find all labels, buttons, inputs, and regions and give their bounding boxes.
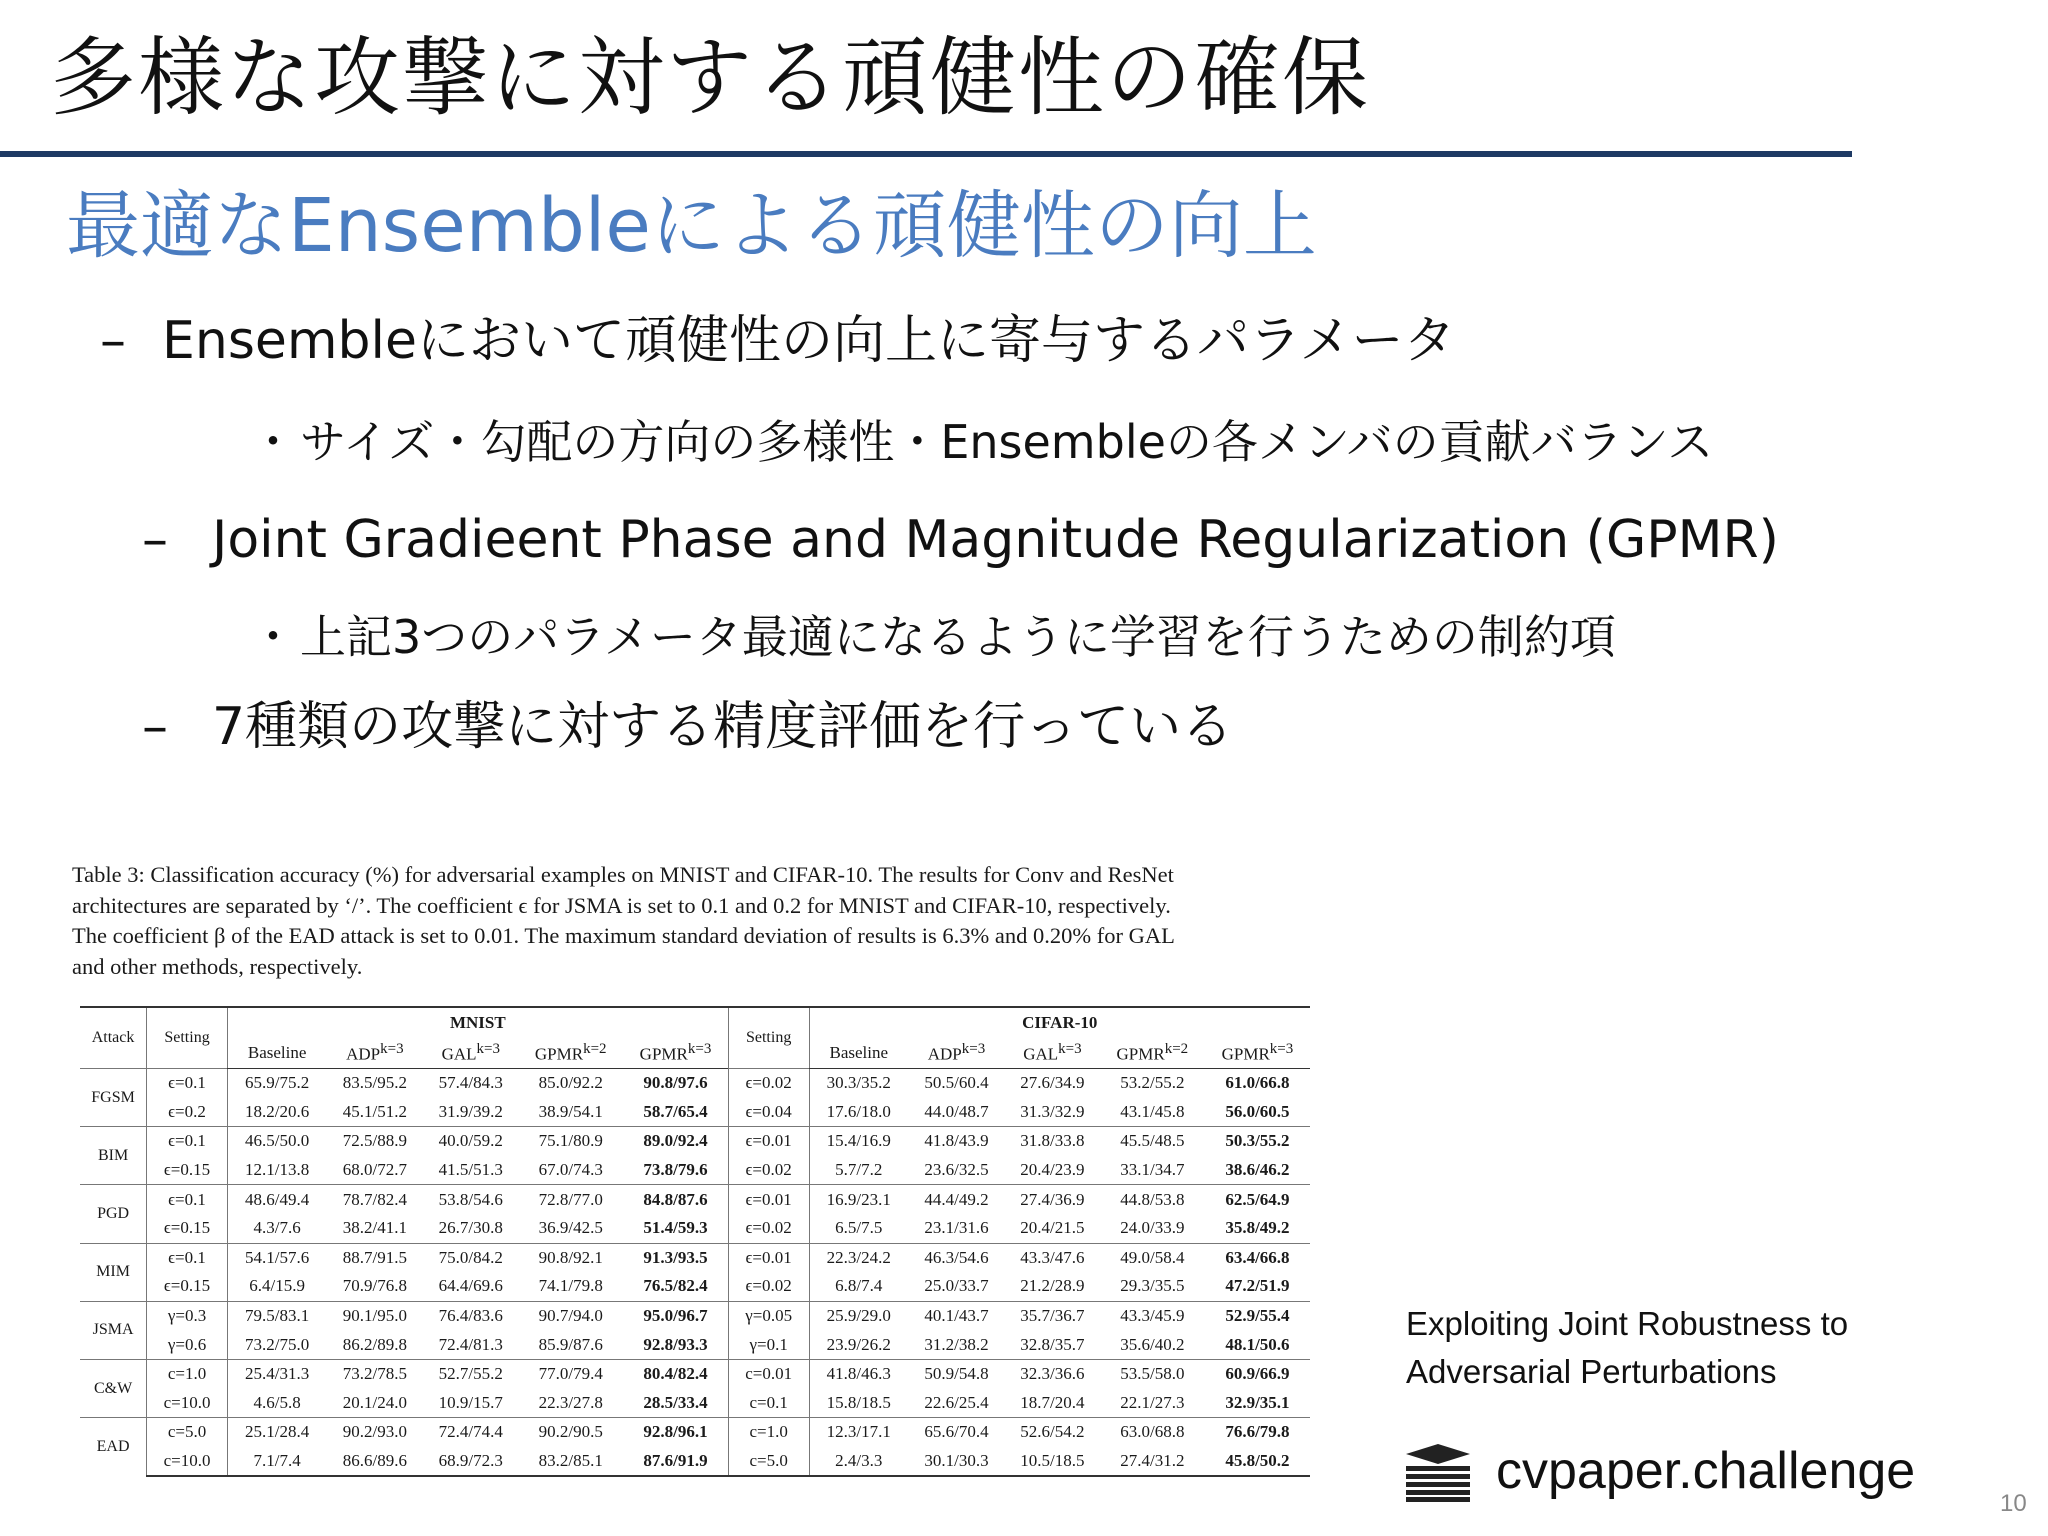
bullet-dash: – [100, 311, 126, 371]
setting-cell: ϵ=0.01 [728, 1127, 809, 1156]
value-cell: 48.1/50.6 [1225, 1334, 1290, 1354]
caption-line: The coefficient β of the EAD attack is set to 0.01. The maximum standard deviation of results is 6.3% and 0.20% for GAL [72, 923, 1175, 948]
value-cell: 18.7/20.4 [1020, 1392, 1085, 1412]
value-cell: 52.6/54.2 [1005, 1418, 1100, 1447]
setting-cell: ϵ=0.02 [728, 1214, 809, 1243]
attack-name: JSMA [80, 1301, 147, 1359]
value-cell: 45.5/48.5 [1100, 1127, 1205, 1156]
header-baseline: Baseline [809, 1038, 908, 1069]
value-cell: 28.5/33.4 [643, 1392, 708, 1412]
bullet-1 [100, 310, 1455, 372]
bullet-text: Ensembleにおいて頑健性の向上に寄与するパラメータ [162, 311, 1456, 371]
value-cell: 53.2/55.2 [1100, 1069, 1205, 1098]
bullet-1-sub [250, 414, 1713, 470]
value-cell: 15.4/16.9 [809, 1127, 908, 1156]
header-mnist: MNIST [227, 1007, 728, 1038]
value-cell: 32.8/35.7 [1020, 1334, 1085, 1354]
setting-cell: ϵ=0.15 [147, 1156, 228, 1185]
value-cell: 44.8/53.8 [1100, 1185, 1205, 1214]
value-cell: 23.6/32.5 [924, 1160, 989, 1180]
setting-cell: ϵ=0.02 [728, 1069, 809, 1098]
results-table-container [80, 1006, 1310, 1477]
value-cell: 23.9/26.2 [809, 1330, 908, 1359]
table-row [80, 1069, 1310, 1098]
value-cell: 64.4/69.6 [438, 1276, 503, 1296]
value-cell: 10.9/15.7 [438, 1392, 503, 1412]
value-cell: 85.0/92.2 [518, 1069, 623, 1098]
value-cell: 90.8/92.1 [518, 1243, 623, 1272]
header-gpmr-k2: $GPMR^{k=2}$ [1100, 1038, 1205, 1069]
value-cell: 67.0/74.3 [538, 1160, 603, 1180]
value-cell: 46.3/54.6 [908, 1243, 1005, 1272]
setting-cell: γ=0.6 [147, 1330, 228, 1359]
bullet-dash: – [142, 697, 168, 757]
value-cell: 48.6/49.4 [227, 1185, 326, 1214]
bullet-dot: ・ [250, 610, 296, 664]
table-row [80, 1214, 1310, 1243]
value-cell: 79.5/83.1 [227, 1301, 326, 1330]
table-row [80, 1127, 1310, 1156]
value-cell: 30.3/35.2 [809, 1069, 908, 1098]
value-cell: 86.6/89.6 [326, 1447, 423, 1477]
value-cell: 77.0/79.4 [518, 1359, 623, 1388]
value-cell: 41.8/43.9 [908, 1127, 1005, 1156]
value-cell: 16.9/23.1 [809, 1185, 908, 1214]
value-cell: 54.1/57.6 [227, 1243, 326, 1272]
value-cell: 21.2/28.9 [1020, 1276, 1085, 1296]
value-cell: 68.9/72.3 [423, 1447, 518, 1477]
value-cell: 20.4/23.9 [1020, 1160, 1085, 1180]
header-attack: Attack [80, 1007, 147, 1069]
value-cell: 12.3/17.1 [809, 1418, 908, 1447]
value-cell: 72.4/74.4 [423, 1418, 518, 1447]
page-number: 10 [2000, 1490, 2027, 1517]
header-setting: Setting [728, 1007, 809, 1069]
value-cell: 25.1/28.4 [227, 1418, 326, 1447]
value-cell: 40.1/43.7 [908, 1301, 1005, 1330]
value-cell: 53.5/58.0 [1100, 1359, 1205, 1388]
value-cell: 90.8/97.6 [623, 1069, 728, 1098]
value-cell: 53.8/54.6 [423, 1185, 518, 1214]
value-cell: 20.1/24.0 [342, 1392, 407, 1412]
bullet-text: サイズ・勾配の方向の多様性・Ensembleの各メンバの貢献バランス [300, 415, 1714, 469]
table-row [80, 1156, 1310, 1185]
value-cell: 44.4/49.2 [908, 1185, 1005, 1214]
header-gpmr-k2: $GPMR^{k=2}$ [518, 1038, 623, 1069]
value-cell: 89.0/92.4 [623, 1127, 728, 1156]
stacked-layers-icon [1406, 1444, 1470, 1502]
value-cell: 61.0/66.8 [1205, 1069, 1310, 1098]
value-cell: 91.3/93.5 [623, 1243, 728, 1272]
value-cell: 74.1/79.8 [538, 1276, 603, 1296]
header-adp: $ADP^{k=3}$ [908, 1038, 1005, 1069]
value-cell: 73.2/78.5 [326, 1359, 423, 1388]
value-cell: 73.2/75.0 [227, 1330, 326, 1359]
value-cell: 72.8/77.0 [518, 1185, 623, 1214]
table-row [80, 1098, 1310, 1127]
value-cell: 25.9/29.0 [809, 1301, 908, 1330]
value-cell: 36.9/42.5 [538, 1218, 603, 1238]
attack-name: PGD [80, 1185, 147, 1243]
value-cell: 20.4/21.5 [1020, 1218, 1085, 1238]
value-cell: 27.6/34.9 [1005, 1069, 1100, 1098]
value-cell: 92.8/96.1 [623, 1418, 728, 1447]
value-cell: 76.4/83.6 [423, 1301, 518, 1330]
value-cell: 31.3/32.9 [1020, 1101, 1085, 1121]
value-cell: 95.0/96.7 [623, 1301, 728, 1330]
value-cell: 45.8/50.2 [1205, 1447, 1310, 1477]
logo-text: cvpaper.challenge [1496, 1442, 1916, 1500]
bullet-text: Joint Gradieent Phase and Magnitude Regularization (GPMR) [212, 510, 1779, 570]
value-cell: 45.1/51.2 [342, 1101, 407, 1121]
value-cell: 18.2/20.6 [227, 1098, 326, 1127]
setting-cell: γ=0.3 [147, 1301, 228, 1330]
table-row [80, 1447, 1310, 1477]
setting-cell: c=5.0 [147, 1418, 228, 1447]
setting-cell: c=1.0 [147, 1359, 228, 1388]
value-cell: 38.2/41.1 [342, 1218, 407, 1238]
attack-name: FGSM [80, 1069, 147, 1127]
setting-cell: ϵ=0.1 [147, 1185, 228, 1214]
cvpaper-logo [1406, 1436, 1966, 1506]
bullet-2-sub [250, 609, 1616, 665]
value-cell: 88.7/91.5 [326, 1243, 423, 1272]
value-cell: 7.1/7.4 [227, 1447, 326, 1477]
value-cell: 31.8/33.8 [1005, 1127, 1100, 1156]
slide-subtitle: 最適なEnsembleによる頑健性の向上 [66, 183, 1317, 269]
value-cell: 26.7/30.8 [438, 1218, 503, 1238]
caption-line: Table 3: Classification accuracy (%) for adversarial examples on MNIST and CIFAR-10. The results for Conv and ResNet [72, 862, 1174, 887]
value-cell: 87.6/91.9 [623, 1447, 728, 1477]
value-cell: 49.0/58.4 [1100, 1243, 1205, 1272]
value-cell: 6.8/7.4 [809, 1272, 908, 1301]
setting-cell: ϵ=0.1 [147, 1069, 228, 1098]
value-cell: 78.7/82.4 [326, 1185, 423, 1214]
header-baseline: Baseline [227, 1038, 326, 1069]
header-gal: $GAL^{k=3}$ [1005, 1038, 1100, 1069]
bullet-dot: ・ [250, 415, 296, 469]
table-row [80, 1359, 1310, 1388]
value-cell: 32.3/36.6 [1005, 1359, 1100, 1388]
value-cell: 65.6/70.4 [908, 1418, 1005, 1447]
table-row [80, 1243, 1310, 1272]
value-cell: 72.5/88.9 [326, 1127, 423, 1156]
value-cell: 23.1/31.6 [924, 1218, 989, 1238]
value-cell: 60.9/66.9 [1205, 1359, 1310, 1388]
table-caption [72, 860, 1332, 982]
value-cell: 58.7/65.4 [643, 1101, 708, 1121]
value-cell: 27.4/36.9 [1005, 1185, 1100, 1214]
setting-cell: c=0.1 [728, 1389, 809, 1418]
caption-line: architectures are separated by ‘/’. The coefficient ϵ for JSMA is set to 0.1 and 0.2 for MNIST and CIFAR-10, respectively. [72, 892, 1171, 918]
setting-cell: γ=0.1 [728, 1330, 809, 1359]
value-cell: 22.6/25.4 [924, 1392, 989, 1412]
header-gpmr-k3: $GPMR^{k=3}$ [623, 1038, 728, 1069]
value-cell: 44.0/48.7 [924, 1101, 989, 1121]
value-cell: 40.0/59.2 [423, 1127, 518, 1156]
setting-cell: ϵ=0.15 [147, 1214, 228, 1243]
results-table [80, 1006, 1310, 1477]
slide-title: 多様な攻撃に対する頑健性の確保 [50, 28, 1370, 128]
value-cell: 80.4/82.4 [623, 1359, 728, 1388]
value-cell: 72.4/81.3 [438, 1334, 503, 1354]
bullet-dash: – [142, 510, 168, 570]
value-cell: 50.9/54.8 [908, 1359, 1005, 1388]
table-row [80, 1272, 1310, 1301]
header-cifar: CIFAR-10 [809, 1007, 1310, 1038]
value-cell: 22.3/24.2 [809, 1243, 908, 1272]
setting-cell: ϵ=0.04 [728, 1098, 809, 1127]
bullet-text: 7種類の攻撃に対する精度評価を行っている [212, 697, 1234, 757]
value-cell: 2.4/3.3 [809, 1447, 908, 1477]
value-cell: 90.1/95.0 [326, 1301, 423, 1330]
value-cell: 24.0/33.9 [1120, 1218, 1185, 1238]
setting-cell: ϵ=0.02 [728, 1156, 809, 1185]
value-cell: 32.9/35.1 [1225, 1392, 1290, 1412]
table-row [80, 1418, 1310, 1447]
value-cell: 41.8/46.3 [809, 1359, 908, 1388]
bullet-text: 上記3つのパラメータ最適になるように学習を行うための制約項 [300, 610, 1616, 664]
header-gal: $GAL^{k=3}$ [423, 1038, 518, 1069]
value-cell: 46.5/50.0 [227, 1127, 326, 1156]
value-cell: 33.1/34.7 [1120, 1160, 1185, 1180]
value-cell: 65.9/75.2 [227, 1069, 326, 1098]
table-row [80, 1330, 1310, 1359]
value-cell: 50.3/55.2 [1205, 1127, 1310, 1156]
value-cell: 43.1/45.8 [1120, 1101, 1185, 1121]
value-cell: 30.1/30.3 [908, 1447, 1005, 1477]
value-cell: 70.9/76.8 [342, 1276, 407, 1296]
value-cell: 57.4/84.3 [423, 1069, 518, 1098]
setting-cell: ϵ=0.02 [728, 1272, 809, 1301]
value-cell: 73.8/79.6 [643, 1160, 708, 1180]
setting-cell: ϵ=0.1 [147, 1127, 228, 1156]
bullet-2 [142, 509, 1779, 571]
value-cell: 17.6/18.0 [809, 1098, 908, 1127]
value-cell: 90.7/94.0 [518, 1301, 623, 1330]
value-cell: 75.0/84.2 [423, 1243, 518, 1272]
attack-name: BIM [80, 1127, 147, 1185]
value-cell: 12.1/13.8 [227, 1156, 326, 1185]
setting-cell: c=10.0 [147, 1389, 228, 1418]
setting-cell: ϵ=0.01 [728, 1243, 809, 1272]
setting-cell: c=5.0 [728, 1447, 809, 1477]
value-cell: 76.5/82.4 [643, 1276, 708, 1296]
value-cell: 62.5/64.9 [1205, 1185, 1310, 1214]
value-cell: 75.1/80.9 [518, 1127, 623, 1156]
setting-cell: γ=0.05 [728, 1301, 809, 1330]
paper-reference [1406, 1300, 1848, 1396]
value-cell: 52.9/55.4 [1205, 1301, 1310, 1330]
value-cell: 47.2/51.9 [1225, 1276, 1290, 1296]
value-cell: 29.3/35.5 [1120, 1276, 1185, 1296]
table-row [80, 1185, 1310, 1214]
value-cell: 51.4/59.3 [643, 1218, 708, 1238]
title-divider [0, 151, 1852, 157]
setting-cell: ϵ=0.2 [147, 1098, 228, 1127]
value-cell: 52.7/55.2 [423, 1359, 518, 1388]
value-cell: 43.3/45.9 [1100, 1301, 1205, 1330]
setting-cell: c=10.0 [147, 1447, 228, 1477]
bullet-3 [142, 696, 1233, 758]
header-gpmr-k3: $GPMR^{k=3}$ [1205, 1038, 1310, 1069]
value-cell: 4.6/5.8 [227, 1389, 326, 1418]
value-cell: 63.0/68.8 [1100, 1418, 1205, 1447]
value-cell: 38.9/54.1 [538, 1101, 603, 1121]
setting-cell: ϵ=0.15 [147, 1272, 228, 1301]
value-cell: 35.7/36.7 [1005, 1301, 1100, 1330]
value-cell: 4.3/7.6 [227, 1214, 326, 1243]
table-row [80, 1389, 1310, 1418]
value-cell: 6.5/7.5 [809, 1214, 908, 1243]
value-cell: 90.2/90.5 [518, 1418, 623, 1447]
value-cell: 63.4/66.8 [1205, 1243, 1310, 1272]
value-cell: 22.1/27.3 [1120, 1392, 1185, 1412]
setting-cell: ϵ=0.1 [147, 1243, 228, 1272]
value-cell: 38.6/46.2 [1225, 1160, 1290, 1180]
paper-title-line: Exploiting Joint Robustness to [1406, 1305, 1849, 1342]
value-cell: 31.2/38.2 [924, 1334, 989, 1354]
value-cell: 25.4/31.3 [227, 1359, 326, 1388]
value-cell: 27.4/31.2 [1100, 1447, 1205, 1477]
attack-name: EAD [80, 1418, 147, 1477]
table-body [80, 1069, 1310, 1477]
paper-title-line: Adversarial Perturbations [1406, 1353, 1777, 1390]
value-cell: 86.2/89.8 [342, 1334, 407, 1354]
setting-cell: ϵ=0.01 [728, 1185, 809, 1214]
value-cell: 92.8/93.3 [643, 1334, 708, 1354]
value-cell: 35.6/40.2 [1120, 1334, 1185, 1354]
value-cell: 84.8/87.6 [623, 1185, 728, 1214]
value-cell: 15.8/18.5 [809, 1389, 908, 1418]
header-adp: $ADP^{k=3}$ [326, 1038, 423, 1069]
value-cell: 31.9/39.2 [438, 1101, 503, 1121]
value-cell: 90.2/93.0 [326, 1418, 423, 1447]
value-cell: 50.5/60.4 [908, 1069, 1005, 1098]
value-cell: 41.5/51.3 [438, 1160, 503, 1180]
value-cell: 5.7/7.2 [809, 1156, 908, 1185]
value-cell: 68.0/72.7 [342, 1160, 407, 1180]
header-setting: Setting [147, 1007, 228, 1069]
value-cell: 85.9/87.6 [538, 1334, 603, 1354]
attack-name: C&W [80, 1359, 147, 1417]
value-cell: 22.3/27.8 [538, 1392, 603, 1412]
value-cell: 25.0/33.7 [924, 1276, 989, 1296]
setting-cell: c=0.01 [728, 1359, 809, 1388]
value-cell: 56.0/60.5 [1225, 1101, 1290, 1121]
value-cell: 43.3/47.6 [1005, 1243, 1100, 1272]
value-cell: 83.5/95.2 [326, 1069, 423, 1098]
caption-line: and other methods, respectively. [72, 953, 363, 979]
value-cell: 83.2/85.1 [518, 1447, 623, 1477]
attack-name: MIM [80, 1243, 147, 1301]
table-row [80, 1301, 1310, 1330]
setting-cell: c=1.0 [728, 1418, 809, 1447]
value-cell: 76.6/79.8 [1205, 1418, 1310, 1447]
value-cell: 10.5/18.5 [1005, 1447, 1100, 1477]
value-cell: 35.8/49.2 [1225, 1218, 1290, 1238]
value-cell: 6.4/15.9 [227, 1272, 326, 1301]
